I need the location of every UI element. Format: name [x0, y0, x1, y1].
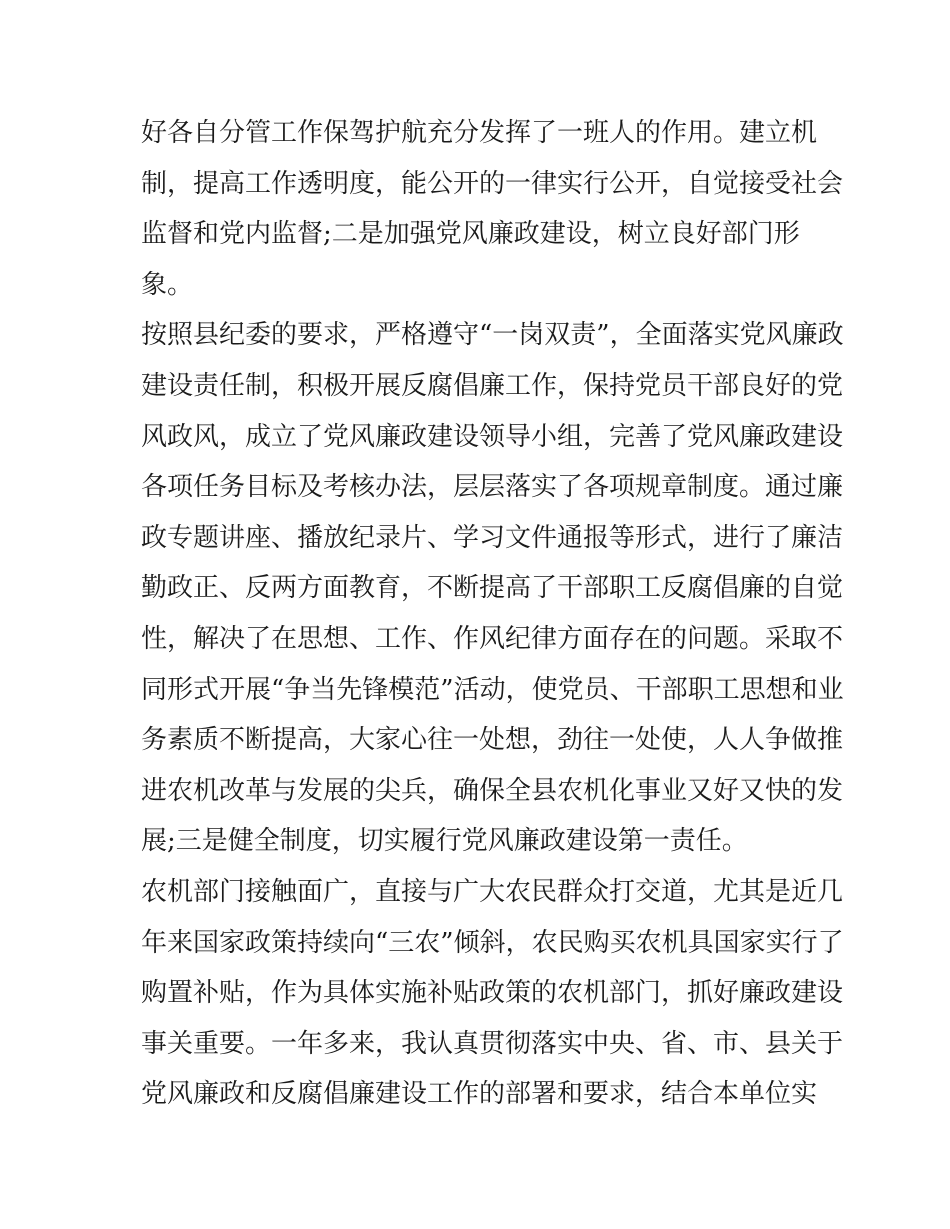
text-line: 年来国家政策持续向“三农”倾斜，农民购买农机具国家实行了	[141, 927, 844, 958]
text-line: 各项任务目标及考核办法，层层落实了各项规章制度。通过廉	[141, 472, 844, 503]
text-line: 展;三是健全制度，切实履行党风廉政建设第一责任。	[141, 826, 748, 857]
text-line: 政专题讲座、播放纪录片、学习文件通报等形式，进行了廉洁	[141, 522, 844, 553]
text-line: 性，解决了在思想、工作、作风纪律方面存在的问题。采取不	[141, 623, 844, 654]
text-line: 进农机改革与发展的尖兵，确保全县农机化事业又好又快的发	[141, 775, 844, 806]
text-line: 事关重要。一年多来，我认真贯彻落实中央、省、市、县关于	[141, 1028, 844, 1059]
text-line: 象。	[141, 269, 194, 300]
text-line: 制，提高工作透明度，能公开的一律实行公开，自觉接受社会	[141, 168, 844, 199]
text-line: 农机部门接触面广，直接与广大农民群众打交道，尤其是近几	[141, 876, 844, 907]
text-line: 风政风，成立了党风廉政建设领导小组，完善了党风廉政建设	[141, 421, 844, 452]
document-body	[141, 108, 844, 1120]
text-line: 监督和党内监督;二是加强党风廉政建设，树立良好部门形	[141, 219, 800, 250]
text-line: 同形式开展“争当先锋模范”活动，使党员、干部职工思想和业	[141, 674, 844, 705]
text-line: 购置补贴，作为具体实施补贴政策的农机部门，抓好廉政建设	[141, 978, 844, 1009]
text-line: 务素质不断提高，大家心往一处想，劲往一处使，人人争做推	[141, 725, 844, 756]
text-line: 勤政正、反两方面教育，不断提高了干部职工反腐倡廉的自觉	[141, 573, 844, 604]
text-line: 党风廉政和反腐倡廉建设工作的部署和要求，结合本单位实	[141, 1079, 818, 1110]
text-line: 按照县纪委的要求，严格遵守“一岗双责”，全面落实党风廉政	[141, 320, 844, 351]
text-line: 建设责任制，积极开展反腐倡廉工作，保持党员干部良好的党	[141, 370, 844, 401]
text-line: 好各自分管工作保驾护航充分发挥了一班人的作用。建立机	[141, 118, 818, 148]
